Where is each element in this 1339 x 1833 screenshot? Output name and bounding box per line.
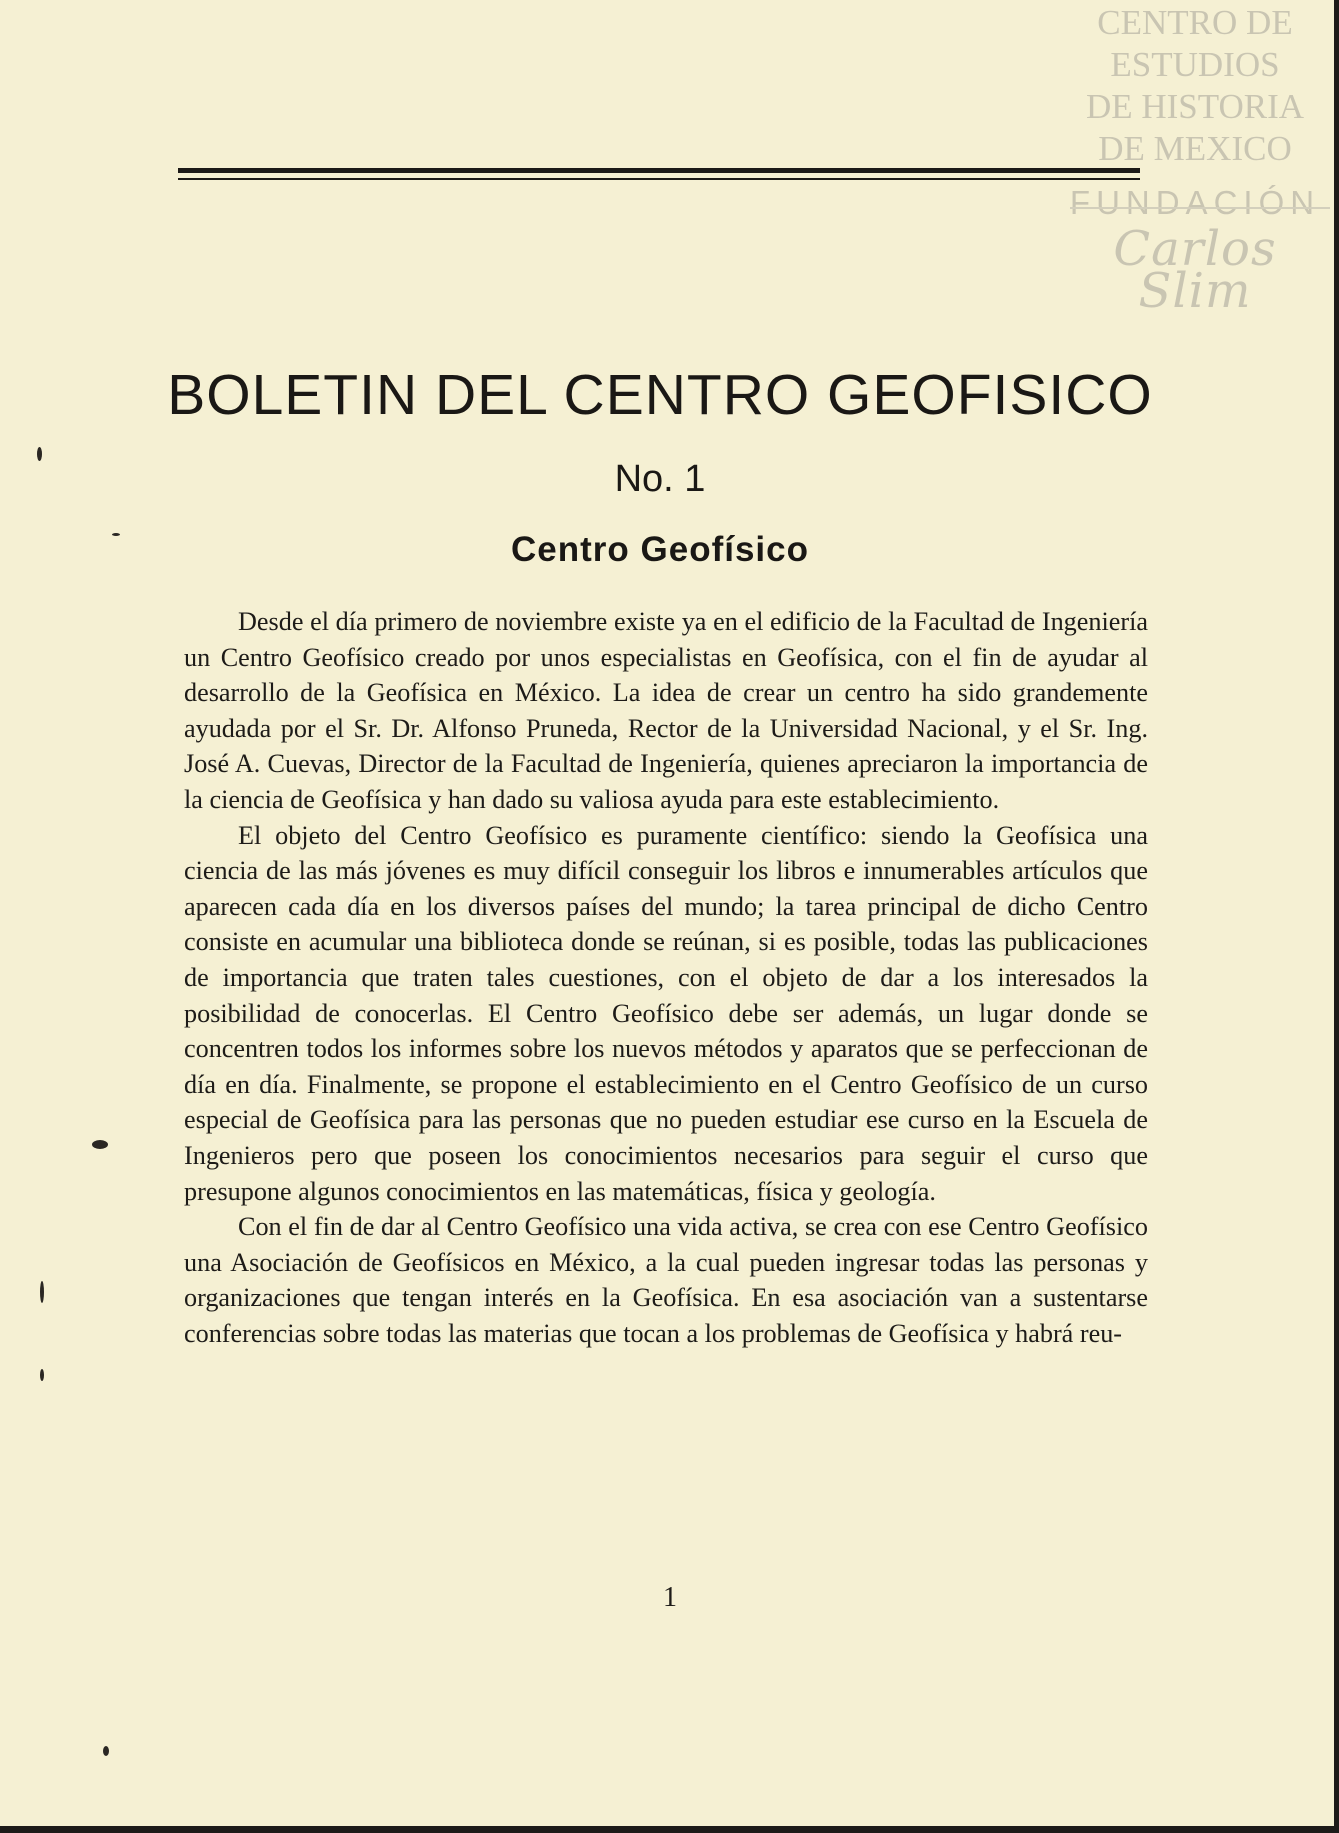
- watermark-divider: [1070, 207, 1330, 209]
- watermark-line: DE MEXICO: [1098, 129, 1292, 168]
- page-number: 1: [663, 1582, 677, 1613]
- body-paragraph: Con el fin de dar al Centro Geofísico una vida activa, se crea con ese Centro Geofísico una Asociación de Geofísicos en México, a la cual pueden ingresar todas las personas y organizaciones que tengan interés en la Geofísica. En esa asociación van a sustentarse conferencias sobre todas las materias que tocan a los problemas de Geofísica y habrá reu-: [184, 1212, 1148, 1348]
- scan-speck: [112, 533, 120, 536]
- watermark-line: ESTUDIOS: [1110, 45, 1280, 84]
- article-body: [184, 604, 1148, 1351]
- watermark-foundation: FUNDACIÓN: [1069, 184, 1321, 221]
- body-paragraph: Desde el día primero de noviembre existe ya en el edificio de la Facultad de Ingeniería un Centro Geofísico creado por unos especialistas en Geofísica, con el fin de ayudar al desarrollo de la Geofísica en México. La idea de crear un centro ha sido grandemente ayudada por el Sr. Dr. Alfonso Pruneda, Rector de la Universidad Nacional, y el Sr. Ing. José A. Cuevas, Director de la Facultad de Ingeniería, quienes apreciaron la importancia de la ciencia de Geofísica y han dado su valiosa ayuda para este establecimiento.: [184, 607, 1148, 814]
- archive-watermark: [1060, 2, 1330, 319]
- header-rule-thick: [178, 168, 1140, 173]
- bulletin-title: BOLETIN DEL CENTRO GEOFISICO: [167, 363, 1153, 427]
- scan-speck: [37, 447, 42, 461]
- issue-number: No. 1: [614, 458, 706, 500]
- watermark-signature: Carlos Slim: [1113, 221, 1277, 319]
- scan-speck: [92, 1140, 108, 1149]
- watermark-line: DE HISTORIA: [1085, 87, 1305, 126]
- header-rule-thin: [178, 178, 1140, 180]
- section-heading: Centro Geofísico: [511, 530, 809, 569]
- scan-speck: [103, 1746, 109, 1756]
- watermark-line: CENTRO DE: [1097, 3, 1293, 42]
- scan-speck: [40, 1281, 44, 1303]
- body-paragraph: El objeto del Centro Geofísico es puramente científico: siendo la Geofísica una ciencia de las más jóvenes es muy difícil conseguir los libros e innumerables artículos que aparecen cada día en los diversos países del mundo; la tarea principal de dicho Centro consiste en acumular una biblioteca donde se reúnan, si es posible, todas las publicaciones de importancia que traten tales cuestiones, con el objeto de dar a los interesados la posibilidad de conocerlas. El Centro Geofísico debe ser además, un lugar donde se concentren todos los informes sobre los nuevos métodos y aparatos que se perfeccionan de día en día. Finalmente, se propone el establecimiento en el Centro Geofísico de un curso especial de Geofísica para las personas que no pueden estudiar ese curso en la Escuela de Ingenieros pero que poseen los conocimientos necesarios para seguir el curso que presupone algunos conocimientos en las matemáticas, física y geología.: [184, 820, 1148, 1206]
- scan-speck: [40, 1369, 44, 1381]
